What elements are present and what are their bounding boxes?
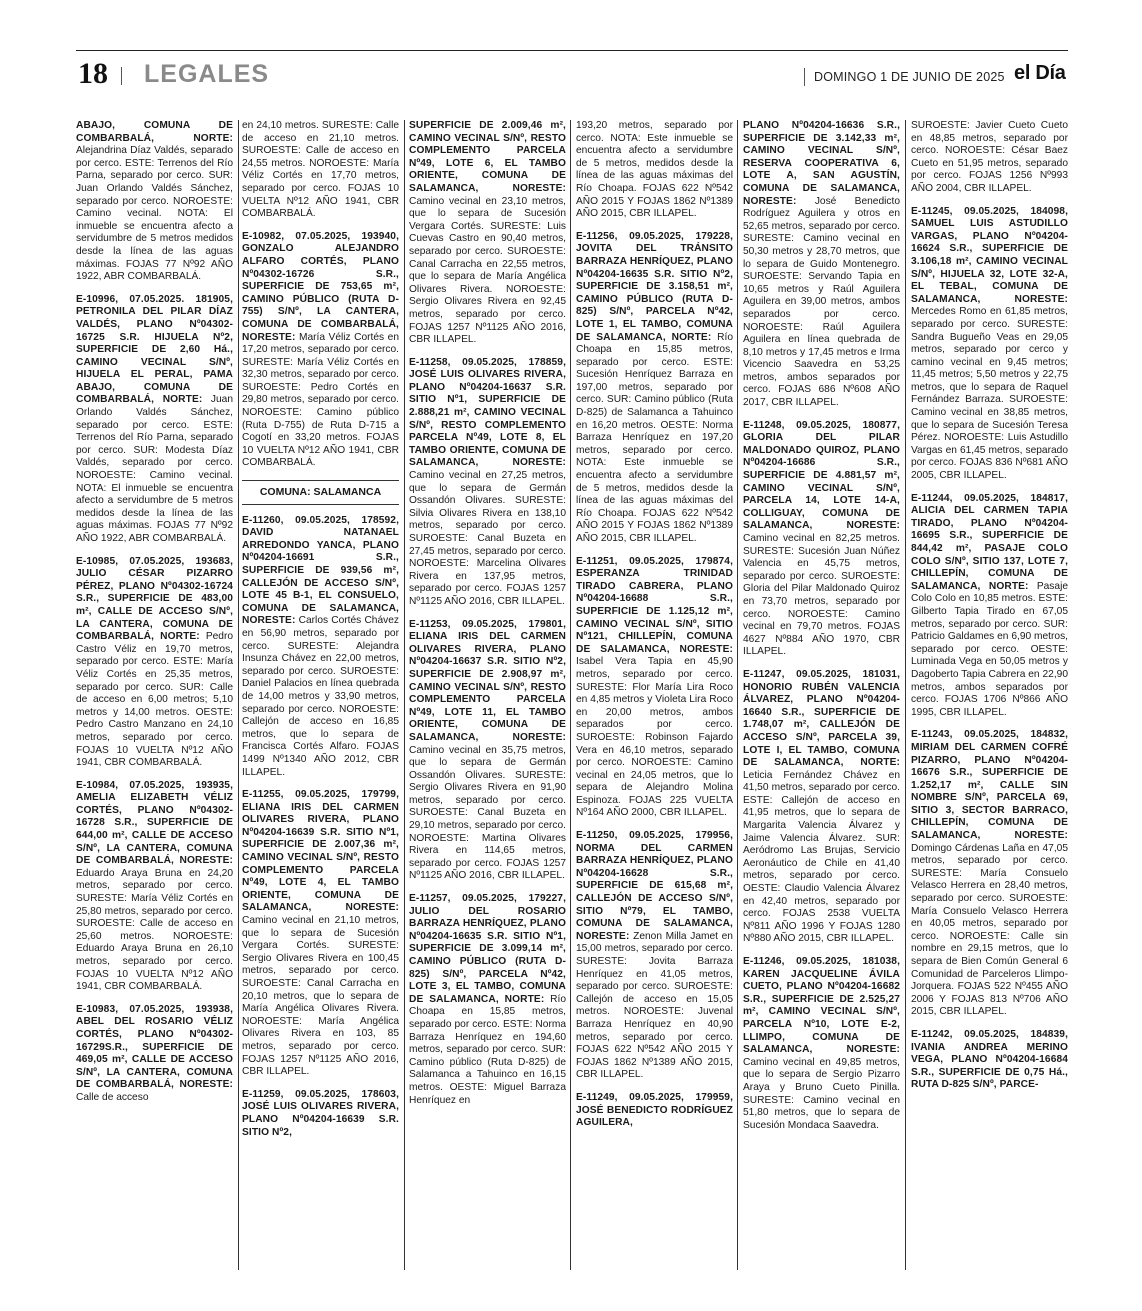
legal-notice — [576, 231, 733, 546]
legal-notice — [743, 956, 900, 1132]
column-divider — [905, 120, 906, 1270]
notice-heading: E-10982, 07.05.2025, 193940, GONZALO ALEJANDRO ALFARO CORTÉS, PLANO Nº04302-16726 S.R., SUPERFICIE DE 753,65 m², CAMINO PÚBLICO (RUTA D-755) S/Nº, LA CANTERA, COMUNA DE COMBARBALÁ, NORESTE: — [242, 230, 399, 343]
notice-body: Domingo Cárdenas Laña en 47,05 metros, separado por cerco. SURESTE: María Consuelo Velasco Herrera en 28,40 metros, separado por cerco. SUROESTE: María Consuelo Velasco Herrera en 40,05 metros, separado por cerco. NOROESTE: Calle sin nombre en 29,15 metros, que lo separa de Bien Común General 6 Comunidad de Parceleros Llimpo-Jorquera. FOJAS 522 Nº455 AÑO 2006 Y FOJAS 813 Nº706 AÑO 2015, CBR ILLAPEL. — [911, 842, 1068, 1018]
legal-notice — [743, 669, 900, 946]
notice-heading: E-11251, 09.05.2025, 179874, ESPERANZA TRINIDAD TIRADO CABRERA, PLANO Nº04204-16688 S.R., SUPERFICIE DE 1.125,12 m², CAMINO VECINAL S/Nº, SITIO Nº121, CHILLEPÍN, COMUNA DE SALAMANCA, NORESTE: — [576, 555, 733, 655]
notice-body: Zenon Milla Jamet en 15,00 metros, separado por cerco. SURESTE: Jovita Barraza Henríquez en 41,05 metros, separado por cerco. SUROESTE: Callejón de acceso en 15,05 metros. NOROESTE: Juvenal Barraza Henríquez en 40,90 metros, separado por cerco. FOJAS 622 Nº542 AÑO 2015 Y FOJAS 1862 Nº1389 AÑO 2015, CBR ILLAPEL. — [576, 930, 733, 1081]
legal-notice — [911, 493, 1068, 720]
notice-body: Río Choapa en 15,85 metros, separado por cerco. ESTE: Norma Barraza Henríquez en 194,60 metros, separado por cerco. SUR: Camino público (Ruta D-825) de Salamanca a Tahuinco en 16,15 metros. OESTE: Miguel Barraza Henríquez en — [409, 993, 566, 1106]
notice-heading: E-11242, 09.05.2025, 184839, IVANIA ANDREA MERINO VEGA, PLANO Nº04204-16684 S.R., SUPERFICIE DE 0,75 Há., RUTA D-825 S/Nº, PARCE- — [911, 1028, 1068, 1091]
notice-body: Leticia Fernández Chávez en 41,50 metros, separado por cerco. ESTE: Callejón de acceso en 41,95 metros, que lo separa de Margarita Valencia Álvarez y Jaime Valencia Álvarez. SUR: Aeródromo Las Brujas, Servicio Aeronáutico de Chile en 41,40 metros, separado por cerco. OESTE: Claudio Valencia Álvarez en 42,40 metros, separado por cerco. FOJAS 2538 VUELTA Nº811 AÑO 1996 Y FOJAS 1280 Nº880 AÑO 2015, CBR ILLAPEL. — [743, 769, 900, 945]
legal-notice — [576, 830, 733, 1082]
notice-heading: E-11260, 09.05.2025, 178592, DAVID NATANAEL ARREDONDO YANCA, PLANO Nº04204-16691 S.R., SUPERFICIE DE 939,56 m², CALLEJÓN DE ACCESO S/Nº, LOTE 45 B-1, EL CONSUELO, COMUNA DE SALAMANCA, NORESTE: — [242, 514, 399, 627]
notice-body: Pasaje Colo Colo en 10,85 metros. ESTE: Gilberto Tapia Tirado en 67,05 metros, separado por cerco. SUR: Patricio Galdames en 6,90 metros, separado por cerco. OESTE: Luminada Vega en 50,05 metros y Dagoberto Tapia Cabrera en 22,90 metros, ambos separados por cerco. FOJAS 1706 Nº866 AÑO 1995, CBR ILLAPEL. — [911, 580, 1068, 718]
newspaper-logo: el Día — [1014, 62, 1066, 84]
notice-body: 193,20 metros, separado por cerco. NOTA: Este inmueble se encuentra afecto a servidumbre de 5 metros, medidos desde la línea de las aguas máximas del Río Choapa. FOJAS 622 Nº542 AÑO 2015 Y FOJAS 1862 Nº1389 AÑO 2015, CBR ILLAPEL. — [576, 120, 733, 220]
legal-notice — [76, 294, 233, 546]
notice-body: Río Choapa en 15,85 metros, separado por cerco. ESTE: Sucesión Henríquez Barraza en 197,00 metros, separado por cerco. SUR: Camino público (Ruta D-825) de Salamanca a Tahuinco en 16,20 metros. OESTE: Norma Barraza Henríquez en 197,20 metros, separado por cerco. NOTA: Este inmueble se encuentra afecto a servidumbre de 5 metros, medidos desde la línea de las aguas máximas del Río Choapa. FOJAS 622 Nº542 AÑO 2015 Y FOJAS 1862 Nº1389 AÑO 2015, CBR ILLAPEL. — [576, 331, 733, 544]
legal-notice — [409, 357, 566, 609]
notice-body: Pedro Castro Véliz en 19,70 metros, separado por cerco. ESTE: María Véliz Cortés en 25,35 metros, separado por cerco. SUR: Calle de acceso en 6,00 metros; 5,10 metros y 14,00 metros. OESTE: Pedro Castro Manzano en 24,10 metros, separado por cerco. FOJAS 10 VUELTA Nº12 AÑO 1941, CBR COMBARBALÁ. — [76, 631, 233, 769]
notice-heading: E-11248, 09.05.2025, 180877, GLORIA DEL PILAR MALDONADO QUIROZ, PLANO Nº04204-16686 S.R., SUPERFICIE DE 4.881,57 m², CAMINO VECINAL S/Nº, PARCELA 14, LOTE 14-A, COLLIGUAY, COMUNA DE SALAMANCA, NORESTE: — [743, 419, 900, 532]
page-number: 18 — [78, 57, 108, 90]
legal-notice — [76, 1004, 233, 1105]
legal-notice — [242, 120, 399, 221]
legal-notice — [576, 1092, 733, 1130]
legal-notice — [576, 120, 733, 221]
legal-notice — [911, 120, 1068, 196]
column-divider — [404, 120, 405, 1270]
notice-heading: E-11258, 09.05.2025, 178859, JOSÉ LUIS OLIVARES RIVERA, PLANO Nº04204-16637 S.R. SITIO Nº1, SUPERFICIE DE 2.888,21 m², CAMINO VECINAL S/Nº, RESTO COMPLEMENTO PARCELA Nº49, LOTE 8, EL TAMBO ORIENTE, COMUNA DE SALAMANCA, NORESTE: — [409, 356, 566, 469]
legal-notice — [743, 120, 900, 410]
column-divider — [737, 120, 738, 1270]
legal-notice — [911, 729, 1068, 1019]
legal-notice — [409, 619, 566, 883]
legal-notice — [76, 556, 233, 770]
notice-body: Camino vecinal en 21,10 metros, que lo separa de Sucesión Vergara Cortés. SURESTE: Sergio Olivares Rivera en 100,45 metros, separado por cerco. SUROESTE: Canal Carracha en 20,10 metros, que lo separa de María Angélica Olivares Rivera. NOROESTE: María Angélica Olivares Rivera en 103, 85 metros, separado por cerco. FOJAS 1257 Nº1125 AÑO 2016, CBR ILLAPEL. — [242, 915, 399, 1078]
column-5 — [743, 120, 900, 1270]
legal-notice — [242, 231, 399, 470]
notice-heading: PLANO Nº04204-16636 S.R., SUPERFICIE DE 3.142,33 m², CAMINO VECINAL S/Nº, RESERVA COOPERATIVA 6, LOTE A, SAN AGUSTÍN, COMUNA DE SALAMANCA, NORESTE: — [743, 120, 900, 207]
notice-body: Carlos Cortés Chávez en 56,90 metros, separado por cerco. SURESTE: Alejandra Insunza Chávez en 22,00 metros, separado por cerco. SUROESTE: Daniel Palacios en línea quebrada de 14,00 metros y 33,90 metros, separado por cerco. NOROESTE: Callejón de acceso en 16,85 metros, que lo separa de Francisca Cortés Alfaro. FOJAS 1499 Nº1340 AÑO 2012, CBR ILLAPEL. — [242, 615, 399, 778]
notice-heading: E-10984, 07.05.2025, 193935, AMELIA ELIZABETH VÉLIZ CORTÉS, PLANO Nº04302-16728 S.R., SUPERFICIE DE 644,00 m², CALLE DE ACCESO S/Nº, LA CANTERA, COMUNA DE COMBARBALÁ, NORESTE: — [76, 779, 233, 867]
column-3 — [409, 120, 566, 1270]
notice-body: Eduardo Araya Bruna en 24,20 metros, separado por cerco. SURESTE: María Véliz Cortés en 25,80 metros, separado por cerco. SUROESTE: Calle de acceso en 25,60 metros. NOROESTE: Eduardo Araya Bruna en 26,10 metros, separado por cerco. FOJAS 10 VUELTA Nº12 AÑO 1941, CBR COMBARBALÁ. — [76, 867, 233, 993]
notice-heading: E-10996, 07.05.2025. 181905, PETRONILA DEL PILAR DÍAZ VALDÉS, PLANO Nº04302-16725 S.R. HIJUELA Nº2, SUPERFICIE DE 2,60 Há., CAMINO VECINAL S/Nº, HIJUELA EL PERAL, PAMA ABAJO, COMUNA DE COMBARBALÁ, NORTE: — [76, 293, 233, 406]
legal-notice — [576, 556, 733, 820]
notice-heading: ABAJO, COMUNA DE COMBARBALÁ, NORTE: — [76, 120, 233, 144]
notice-body: SUROESTE: Javier Cueto Cueto en 48,85 metros, separado por cerco. NOROESTE: César Baez Cueto en 51,95 metros, separado por cerco. FOJAS 1256 Nº993 AÑO 2004, CBR ILLAPEL. — [911, 120, 1068, 194]
notice-heading: E-11249, 09.05.2025, 179959, JOSÉ BENEDICTO RODRÍGUEZ AGUILERA, — [576, 1091, 733, 1129]
legal-notice — [76, 780, 233, 994]
notice-body: Mercedes Romo en 61,85 metros, separado por cerco. SURESTE: Sandra Bugueño Veas en 29,05 metros, separado por cerco y camino vecinal en 9,45 metros; 11,45 metros; 5,50 metros y 22,75 metros, que lo separa de Raquel Fernández Barraza. SUROESTE: Camino vecinal en 38,85 metros, que lo separa de Sucesión Teresa Pérez. NOROESTE: Luis Astudillo Vargas en 61,45 metros, separado por cerco. FOJAS 836 Nº681 AÑO 2005, CBR ILLAPEL. — [911, 306, 1068, 482]
comuna-heading: COMUNA: SALAMANCA — [242, 480, 399, 505]
notice-body: Camino vecinal en 82,25 metros. SURESTE: Sucesión Juan Núñez Valencia en 45,75 metros, separado por cerco. SUROESTE: Gloria del Pilar Maldonado Quiroz en 73,70 metros, separado por cerco. NOROESTE: Camino vecinal en 79,70 metros. FOJAS 4627 Nº884 AÑO 1970, CBR ILLAPEL. — [743, 533, 900, 658]
column-6 — [911, 120, 1068, 1270]
notice-body: en 24,10 metros. SURESTE: Calle de acceso en 21,10 metros. SUROESTE: Calle de acceso en 24,55 metros. NOROESTE: María Véliz Cortés en 17,70 metros, separado por cerco. FOJAS 10 VUELTA Nº12 AÑO 1941, CBR COMBARBALÁ. — [242, 120, 399, 220]
legal-notice — [242, 515, 399, 779]
notice-heading: E-11259, 09.05.2025, 178603, JOSÉ LUIS OLIVARES RIVERA, PLANO Nº04204-16639 S.R. SITIO Nº2, — [242, 1088, 399, 1138]
page-header — [76, 50, 1068, 97]
column-divider — [570, 120, 571, 1270]
notice-body: Alejandrina Díaz Valdés, separado por cerco. ESTE: Terrenos del Río Parna, separado por cerco. SUR: Juan Orlando Valdés Sánchez, separado por cerco. NOROESTE: Camino vecinal. NOTA: El inmueble se encuentra afecto a servidumbre de 5 metros medidos desde la línea de las aguas máximas. FOJAS 77 Nº92 AÑO 1922, ABR COMBARBALÁ. — [76, 145, 233, 283]
notice-body: María Véliz Cortés en 17,20 metros, separado por cerco. SURESTE: María Véliz Cortés en 32,30 metros, separado por cerco. SUROESTE: Pedro Cortés en 29,80 metros, separado por cerco. NOROESTE: Camino público (Ruta D-755) de Ruta D-715 a Cogotí en 33,20 metros. FOJAS 10 VUELTA Nº12 AÑO 1941, CBR COMBARBALÁ. — [242, 331, 399, 469]
notice-body: José Benedicto Rodríguez Aguilera y otros en 52,65 metros, separado por cerco. SURESTE: Camino vecinal en 50,30 metros y 28,70 metros, que lo separa de Guido Montenegro. SUROESTE: Servando Tapia en 10,65 metros y Raúl Aguilera Aguilera en 39,00 metros, ambos separados por cerco. NOROESTE: Raúl Aguilera Aguilera en línea quebrada de 8,10 metros y 17,45 metros e Irma Vicencio Saavedra en 53,25 metros, ambos separados por cerco. FOJAS 686 Nº608 AÑO 2017, CBR ILLAPEL. — [743, 195, 900, 409]
legal-notice — [911, 206, 1068, 483]
notice-heading: E-11246, 09.05.2025, 181038, KAREN JACQUELINE ÁVILA CUETO, PLANO Nº04204-16682 S.R., SUPERFICIE DE 2.525,27 m², CAMINO VECINAL S/Nº, PARCELA Nº10, LOTE E-2, LLIMPO, COMUNA DE SALAMANCA, NORESTE: — [743, 956, 900, 1056]
header-divider — [121, 67, 122, 85]
legal-notice — [911, 1029, 1068, 1092]
notice-heading: SUPERFICIE DE 2.009,46 m², CAMINO VECINAL S/Nº, RESTO COMPLEMENTO PARCELA Nº49, LOTE 6, EL TAMBO ORIENTE, COMUNA DE SALAMANCA, NORESTE: — [409, 120, 566, 194]
notice-body: Calle de acceso — [76, 1091, 149, 1103]
notice-heading: E-11245, 09.05.2025, 184098, SAMUEL LUIS ASTUDILLO VARGAS, PLANO Nº04204-16624 S.R., SUPERFICIE DE 3.106,18 m², CAMINO VECINAL S/Nº, HIJUELA 32, LOTE 32-A, EL TEBAL, COMUNA DE SALAMANCA, NORESTE: — [911, 205, 1068, 305]
legal-notice — [242, 1089, 399, 1139]
notice-heading: E-11247, 09.05.2025, 181031, HONORIO RUBÉN VALENCIA ÁLVAREZ, PLANO Nº04204-16640 S.R., SUPERFICIE DE 1.748,07 m², CALLEJÓN DE ACCESO S/Nº, PARCELA 39, LOTE I, EL TAMBO, COMUNA DE SALAMANCA, NORTE: — [743, 668, 900, 769]
notice-heading: E-10983, 07.05.2025, 193938, ABEL DEL ROSARIO VÉLIZ CORTÉS, PLANO Nº04302-16729S.R., SUPERFICIE DE 469,05 m², CALLE DE ACCESO S/Nº, LA CANTERA, COMUNA DE COMBARBALÁ, NORESTE: — [76, 1003, 233, 1091]
notice-heading: E-11253, 09.05.2025, 179801, ELIANA IRIS DEL CARMEN OLIVARES RIVERA, PLANO Nº04204-16637 S.R. SITIO Nº2, SUPERFICIE DE 2.908,97 m², CAMINO VECINAL S/Nº, RESTO COMPLEMENTO PARCELA Nº49, LOTE 11, EL TAMBO ORIENTE, COMUNA DE SALAMANCA, NORESTE: — [409, 618, 566, 743]
legal-notice — [409, 120, 566, 347]
notice-heading: E-11257, 09.05.2025, 179227, JULIO DEL ROSARIO BARRAZA HENRÍQUEZ, PLANO Nº04204-16635 S.R. SITIO Nº1, SUPERFICIE DE 3.099,14 m², CAMINO PÚBLICO (RUTA D-825) S/Nº, PARCELA Nº42, LOTE 3, EL TAMBO, COMUNA DE SALAMANCA, NORTE: — [409, 893, 566, 1005]
column-2 — [242, 120, 399, 1270]
legal-notice — [743, 420, 900, 659]
legal-notice — [242, 789, 399, 1079]
column-4 — [576, 120, 733, 1270]
notice-heading: E-11255, 09.05.2025, 179799, ELIANA IRIS DEL CARMEN OLIVARES RIVERA, PLANO Nº04204-16639 S.R. SITIO Nº1, SUPERFICIE DE 2.007,36 m², CAMINO VECINAL S/Nº, RESTO COMPLEMENTO PARCELA Nº49, LOTE 4, EL TAMBO ORIENTE, COMUNA DE SALAMANCA, NORESTE: — [242, 789, 399, 914]
column-1 — [76, 120, 233, 1270]
notice-heading: E-11250, 09.05.2025, 179956, NORMA DEL CARMEN BARRAZA HENRÍQUEZ, PLANO Nº04204-16628 S.R., SUPERFICIE DE 615,68 m², CALLEJÓN DE ACCESO S/Nº, SITIO Nº79, EL TAMBO, COMUNA DE SALAMANCA, NORESTE: — [576, 830, 733, 942]
section-title: LEGALES — [144, 60, 270, 88]
notice-body: Camino vecinal en 27,25 metros, que lo separa de Germán Ossandón Olivares. SURESTE: Silvia Olivares Rivera en 138,10 metros, separado por cerco. SUROESTE: Canal Buzeta en 27,45 metros, separado por cerco. NOROESTE: Marcelina Olivares Rivera en 137,95 metros, separado por cerco. FOJAS 1257 Nº1125 AÑO 2016, CBR ILLAPEL. — [409, 470, 566, 607]
legal-notice — [76, 120, 233, 284]
notice-body: Camino vecinal en 35,75 metros, que lo separa de Germán Ossandón Olivares. SURESTE: Sergio Olivares Rivera en 91,90 metros, separado por cerco. SUROESTE: Canal Buzeta en 29,10 metros, separado por cerco. NOROESTE: Martina Olivares Rivera en 114,65 metros, separado por cerco. FOJAS 1257 Nº1125 AÑO 2016, CBR ILLAPEL. — [409, 744, 566, 882]
column-divider — [238, 120, 239, 1270]
notice-body: Camino vecinal en 49,85 metros, que lo separa de Sergio Pizarro Araya y Bruno Cueto Pinilla. SURESTE: Camino vecinal en 51,80 metros, que lo separa de Sucesión Mondaca Saavedra. — [743, 1056, 900, 1131]
notice-heading: E-11244, 09.05.2025, 184817, ALICIA DEL CARMEN TAPIA TIRADO, PLANO Nº04204-16695 S.R., SUPERFICIE DE 844,42 m², PASAJE COLO COLO S/Nº, SITIO 137, LOTE 7, CHILLEPÍN, COMUNA DE SALAMANCA, NORTE: — [911, 492, 1068, 592]
notice-body: Camino vecinal en 23,10 metros, que lo separa de Sucesión Vergara Cortés. SURESTE: Luis Cuevas Castro en 90,40 metros, separado por cerco. SUROESTE: Canal Carracha en 22,55 metros, que lo separa de María Angélica Olivares Rivera. NOROESTE: Sergio Olivares Rivera en 92,45 metros, separado por cerco. FOJAS 1257 Nº1125 AÑO 2016, CBR ILLAPEL. — [409, 195, 566, 346]
notice-heading: E-10985, 07.05.2025, 193683, JULIO CÉSAR PIZARRO PÉREZ, PLANO Nº04302-16724 S.R., SUPERFICIE DE 483,00 m², CALLE DE ACCESO S/Nº, LA CANTERA, COMUNA DE COMBARBALÁ, NORTE: — [76, 555, 233, 643]
notice-heading: E-11243, 09.05.2025, 184832, MIRIAM DEL CARMEN COFRÉ PIZARRO, PLANO Nº04204-16676 S.R., SUPERFICIE DE 1.252,17 m², CALLE SIN NOMBRE S/Nº, PARCELA 69, SITIO 3, SECTOR BARRACO, CHILLEPÍN, COMUNA DE SALAMANCA, NORESTE: — [911, 729, 1068, 842]
header-divider — [804, 68, 805, 86]
publication-date: DOMINGO 1 DE JUNIO DE 2025 — [814, 70, 1005, 84]
notice-body: Isabel Vera Tapia en 45,90 metros, separado por cerco. SURESTE: Flor María Lira Roco en 4,85 metros y Violeta Lira Roco en 20,00 metros, ambos separados por cerco. SUROESTE: Robinson Fajardo Vera en 46,10 metros, separado por cerco. NOROESTE: Camino vecinal en 24,05 metros, que lo separa de Alejandro Molina Espinoza. FOJAS 225 VUELTA Nº164 AÑO 2000, CBR ILLAPEL. — [576, 656, 733, 819]
legal-notice — [409, 893, 566, 1107]
notice-heading: E-11256, 09.05.2025, 179228, JOVITA DEL TRÁNSITO BARRAZA HENRÍQUEZ, PLANO Nº04204-16635 S.R. SITIO Nº2, SUPERFICIE DE 3.158,51 m², CAMINO PÚBLICO (RUTA D-825) S/Nº, PARCELA Nº42, LOTE 1, EL TAMBO, COMUNA DE SALAMANCA, NORTE: — [576, 230, 733, 343]
notice-body: Juan Orlando Valdés Sánchez, separado por cerco. ESTE: Terrenos del Río Parna, separado por cerco. SUR: Modesta Díaz Valdés, separado por cerco. NOROESTE: Camino vecinal. NOTA: El inmueble se encuentra afecto a servidumbre de 5 metros medidos desde la línea de las aguas máximas. FOJAS 77 Nº92 AÑO 1922, ABR COMBARBALÁ. — [76, 394, 233, 544]
